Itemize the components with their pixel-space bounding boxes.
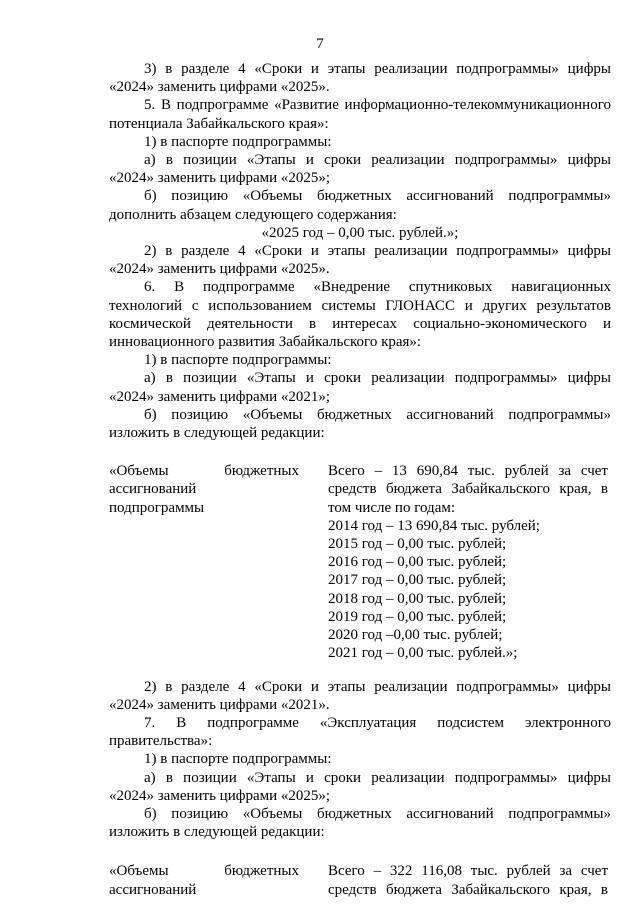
funding-block-glonass <box>109 462 611 662</box>
text-line: дополнить абзацем следующего содержания: <box>109 206 397 223</box>
text-line: 7. В подпрограмме «Эксплуатация подсистем электронного <box>144 714 611 731</box>
block-left-line: «Объемы бюджетных <box>109 463 299 480</box>
text-line: 2) в разделе 4 «Сроки и этапы реализации подпрограммы» цифры <box>144 678 611 695</box>
block-right-line: средств бюджета Забайкальского края, в <box>328 481 608 498</box>
text-line: 1) в паспорте подпрограммы: <box>144 133 332 150</box>
text-line: 1) в паспорте подпрограммы: <box>144 352 332 369</box>
text-line: б) позицию «Объемы бюджетных ассигнований подпрограммы» <box>144 805 611 822</box>
block-right-line: Всего – 13 690,84 тыс. рублей за счет <box>328 463 608 480</box>
block-right-line: 2016 год – 0,00 тыс. рублей; <box>328 554 507 571</box>
text-line: правительства»: <box>109 733 213 750</box>
block-right-line: 2021 год – 0,00 тыс. рублей.»; <box>328 645 518 662</box>
block-right-line: том числе по годам: <box>328 499 456 516</box>
text-line: 5. В подпрограмме «Развитие информационно-телекоммуникационного <box>144 97 611 114</box>
page-number: 7 <box>316 36 324 52</box>
funding-block-left <box>109 862 299 898</box>
block-right-line: 2014 год – 13 690,84 тыс. рублей; <box>328 517 540 534</box>
text-line: б) позицию «Объемы бюджетных ассигнований подпрограммы» <box>144 406 611 423</box>
block-right-line: 2015 год – 0,00 тыс. рублей; <box>328 536 507 553</box>
text-line: «2024» заменить цифрами «2025»; <box>109 787 331 804</box>
text-line: 2) в разделе 4 «Сроки и этапы реализации подпрограммы» цифры <box>144 243 611 260</box>
text-line: технологий с использованием системы ГЛОНАСС и других результатов <box>109 297 611 314</box>
block-right-line: 2019 год – 0,00 тыс. рублей; <box>328 608 507 625</box>
text-line: «2025 год – 0,00 тыс. рублей.»; <box>261 224 459 241</box>
block-right-line: 2017 год – 0,00 тыс. рублей; <box>328 572 507 589</box>
block-right-line: 2020 год –0,00 тыс. рублей; <box>328 627 503 644</box>
text-line: космической деятельности в интересах социально-экономического и <box>109 315 611 332</box>
block-left-line: «Объемы бюджетных <box>109 863 299 880</box>
text-line: изложить в следующей редакции: <box>109 824 325 841</box>
text-line: б) позицию «Объемы бюджетных ассигнований подпрограммы» <box>144 188 611 205</box>
block-left-line: ассигнований <box>109 881 197 898</box>
block-left-line: подпрограммы <box>109 499 205 516</box>
text-line: изложить в следующей редакции: <box>109 425 325 442</box>
text-line: 6. В подпрограмме «Внедрение спутниковых навигационных <box>144 279 611 296</box>
text-line: «2024» заменить цифрами «2021». <box>109 696 330 713</box>
block-right-line: 2018 год – 0,00 тыс. рублей; <box>328 590 507 607</box>
block-right-line: средств бюджета Забайкальского края, в <box>328 881 608 898</box>
text-line: 3) в разделе 4 «Сроки и этапы реализации подпрограммы» цифры <box>144 61 611 77</box>
funding-block-right <box>328 462 608 662</box>
funding-block-egov <box>109 862 611 898</box>
text-line: а) в позиции «Этапы и сроки реализации подпрограммы» цифры <box>144 152 611 169</box>
text-line: потенциала Забайкальского края»: <box>109 115 329 132</box>
block-right-line: Всего – 322 116,08 тыс. рублей за счет <box>328 863 608 880</box>
block-left-line: ассигнований <box>109 481 197 498</box>
text-line: 1) в паспорте подпрограммы: <box>144 751 332 768</box>
text-line: «2024» заменить цифрами «2025». <box>109 261 330 278</box>
funding-block-right <box>328 862 608 898</box>
text-line: инновационного развития Забайкальского края»: <box>109 334 422 351</box>
funding-block-left <box>109 462 299 662</box>
text-line: а) в позиции «Этапы и сроки реализации подпрограммы» цифры <box>144 370 611 387</box>
document-body <box>109 60 611 899</box>
text-line: «2024» заменить цифрами «2021»; <box>109 388 331 405</box>
text-line: «2024» заменить цифрами «2025»; <box>109 170 331 187</box>
text-line: «2024» заменить цифрами «2025». <box>109 79 330 96</box>
text-line: а) в позиции «Этапы и сроки реализации подпрограммы» цифры <box>144 769 611 786</box>
